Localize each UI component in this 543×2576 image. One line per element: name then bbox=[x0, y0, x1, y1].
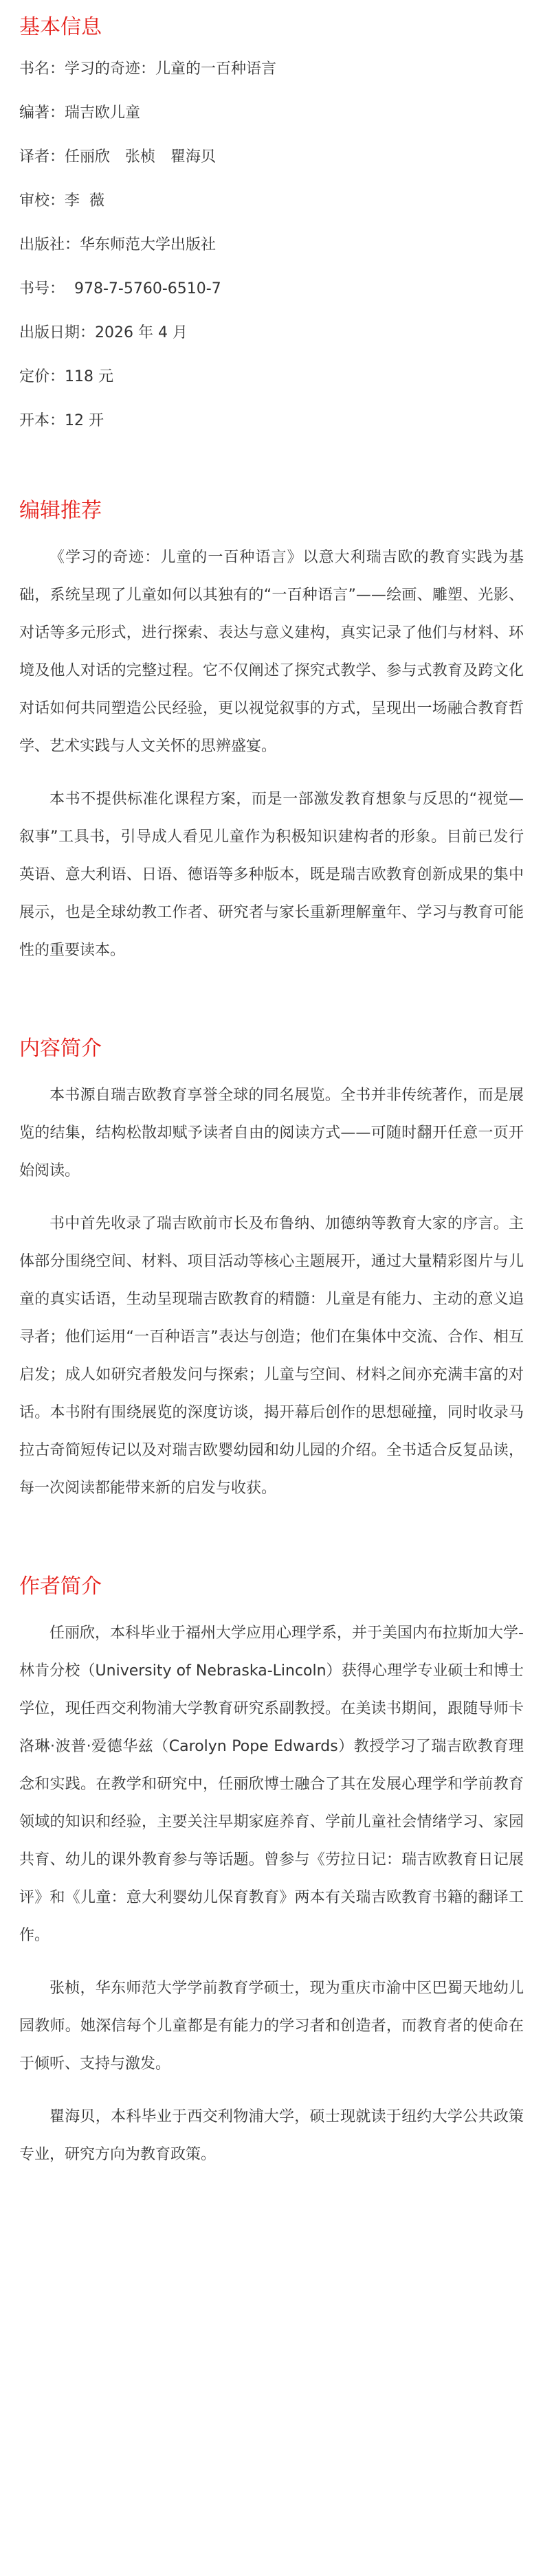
info-value: 华东师范大学出版社 bbox=[80, 236, 217, 253]
info-label: 定价： bbox=[19, 368, 65, 385]
info-item-publisher bbox=[19, 234, 524, 256]
info-item-isbn bbox=[19, 278, 524, 300]
basic-info-list bbox=[19, 58, 524, 432]
info-item-editor bbox=[19, 102, 524, 124]
basic-info-heading: 基本信息 bbox=[19, 15, 102, 39]
editor-recommend-paragraph: 《学习的奇迹：儿童的一百种语言》以意大利瑞吉欧的教育实践为基础，系统呈现了儿童如何以其独有的“一百种语言”——绘画、雕塑、光影、对话等多元形式，进行探索、表达与意义建构，真实记录了他们与材料、环境及他人对话的完整过程。它不仅阐述了探究式教学、参与式教育及跨文化对话如何共同塑造公民经验，更以视觉叙事的方式，呈现出一场融合教育哲学、艺术实践与人文关怀的思辨盛宴。 bbox=[19, 549, 524, 755]
content-intro-section bbox=[19, 1037, 524, 1507]
author-intro-paragraph: 张桢，华东师范大学学前教育学硕士，现为重庆市渝中区巴蜀天地幼儿园教师。她深信每个儿童都是有能力的学习者和创造者，而教育者的使命在于倾听、支持与激发。 bbox=[19, 1980, 524, 2072]
info-value: 12 开 bbox=[65, 412, 104, 429]
info-item-title bbox=[19, 58, 524, 80]
info-label: 译者： bbox=[19, 148, 65, 166]
info-label: 书号： bbox=[19, 280, 65, 297]
info-item-reviewer bbox=[19, 190, 524, 212]
author-intro-heading: 作者简介 bbox=[19, 1574, 102, 1598]
info-item-translators bbox=[19, 146, 524, 168]
info-value: 李 薇 bbox=[65, 192, 105, 210]
content-intro-heading: 内容简介 bbox=[19, 1037, 102, 1061]
info-label: 书名： bbox=[19, 60, 65, 78]
info-value: 2026 年 4 月 bbox=[95, 324, 188, 341]
info-value: 瑞吉欧儿童 bbox=[65, 104, 141, 122]
info-label: 出版日期： bbox=[19, 324, 96, 341]
info-item-pub-date bbox=[19, 321, 524, 344]
content-intro-paragraph: 本书源自瑞吉欧教育享誉全球的同名展览。全书并非传统著作，而是展览的结集，结构松散却赋予读者自由的阅读方式——可随时翻开任意一页开始阅读。 bbox=[19, 1087, 524, 1179]
info-label: 编著： bbox=[19, 104, 65, 122]
editor-recommend-paragraph: 本书不提供标准化课程方案，而是一部激发教育想象与反思的“视觉—叙事”工具书，引导成人看见儿童作为积极知识建构者的形象。目前已发行英语、意大利语、日语、德语等多种版本，既是瑞吉欧教育创新成果的集中展示，也是全球幼教工作者、研究者与家长重新理解童年、学习与教育可能性的重要读本。 bbox=[19, 791, 524, 959]
basic-info-section bbox=[19, 15, 524, 432]
editor-recommend-section bbox=[19, 499, 524, 969]
info-label: 审校： bbox=[19, 192, 65, 210]
info-value: 118 元 bbox=[65, 368, 114, 385]
info-item-price bbox=[19, 365, 524, 388]
author-intro-paragraph: 瞿海贝，本科毕业于西交利物浦大学，硕士现就读于纽约大学公共政策专业，研究方向为教育政策。 bbox=[19, 2108, 524, 2163]
author-intro-section bbox=[19, 1574, 524, 2173]
info-value: 学习的奇迹：儿童的一百种语言 bbox=[65, 60, 277, 78]
info-value: 任丽欣 张桢 瞿海贝 bbox=[65, 148, 217, 166]
content-intro-paragraph: 书中首先收录了瑞吉欧前市长及布鲁纳、加德纳等教育大家的序言。主体部分围绕空间、材料、项目活动等核心主题展开，通过大量精彩图片与儿童的真实话语，生动呈现瑞吉欧教育的精髓：儿童是有能力、主动的意义追寻者；他们运用“一百种语言”表达与创造；他们在集体中交流、合作、相互启发；成人如研究者般发问与探索；儿童与空间、材料之间亦充满丰富的对话。本书附有围绕展览的深度访谈，揭开幕后创作的思想碰撞，同时收录马拉古奇简短传记以及对瑞吉欧婴幼园和幼儿园的介绍。全书适合反复品读，每一次阅读都能带来新的启发与收获。 bbox=[19, 1215, 524, 1497]
info-label: 开本： bbox=[19, 412, 65, 429]
editor-recommend-heading: 编辑推荐 bbox=[19, 499, 102, 523]
info-item-format bbox=[19, 409, 524, 432]
info-label: 出版社： bbox=[19, 236, 80, 253]
info-value: 978-7-5760-6510-7 bbox=[65, 280, 221, 297]
author-intro-paragraph: 任丽欣，本科毕业于福州大学应用心理学系，并于美国内布拉斯加大学-林肯分校（University of Nebraska-Lincoln）获得心理学专业硕士和博士学位，现任西交利物浦大学教育研究系副教授。在美读书期间，跟随导师卡洛琳·波普·爱德华兹（Carolyn Pope Edwards）教授学习了瑞吉欧教育理念和实践。在教学和研究中，任丽欣博士融合了其在发展心理学和学前教育领域的知识和经验，主要关注早期家庭养育、学前儿童社会情绪学习、家园共育、幼儿的课外教育参与等话题。曾参与《劳拉日记：瑞吉欧教育日记展评》和《儿童：意大利婴幼儿保育教育》两本有关瑞吉欧教育书籍的翻译工作。 bbox=[19, 1625, 524, 1944]
